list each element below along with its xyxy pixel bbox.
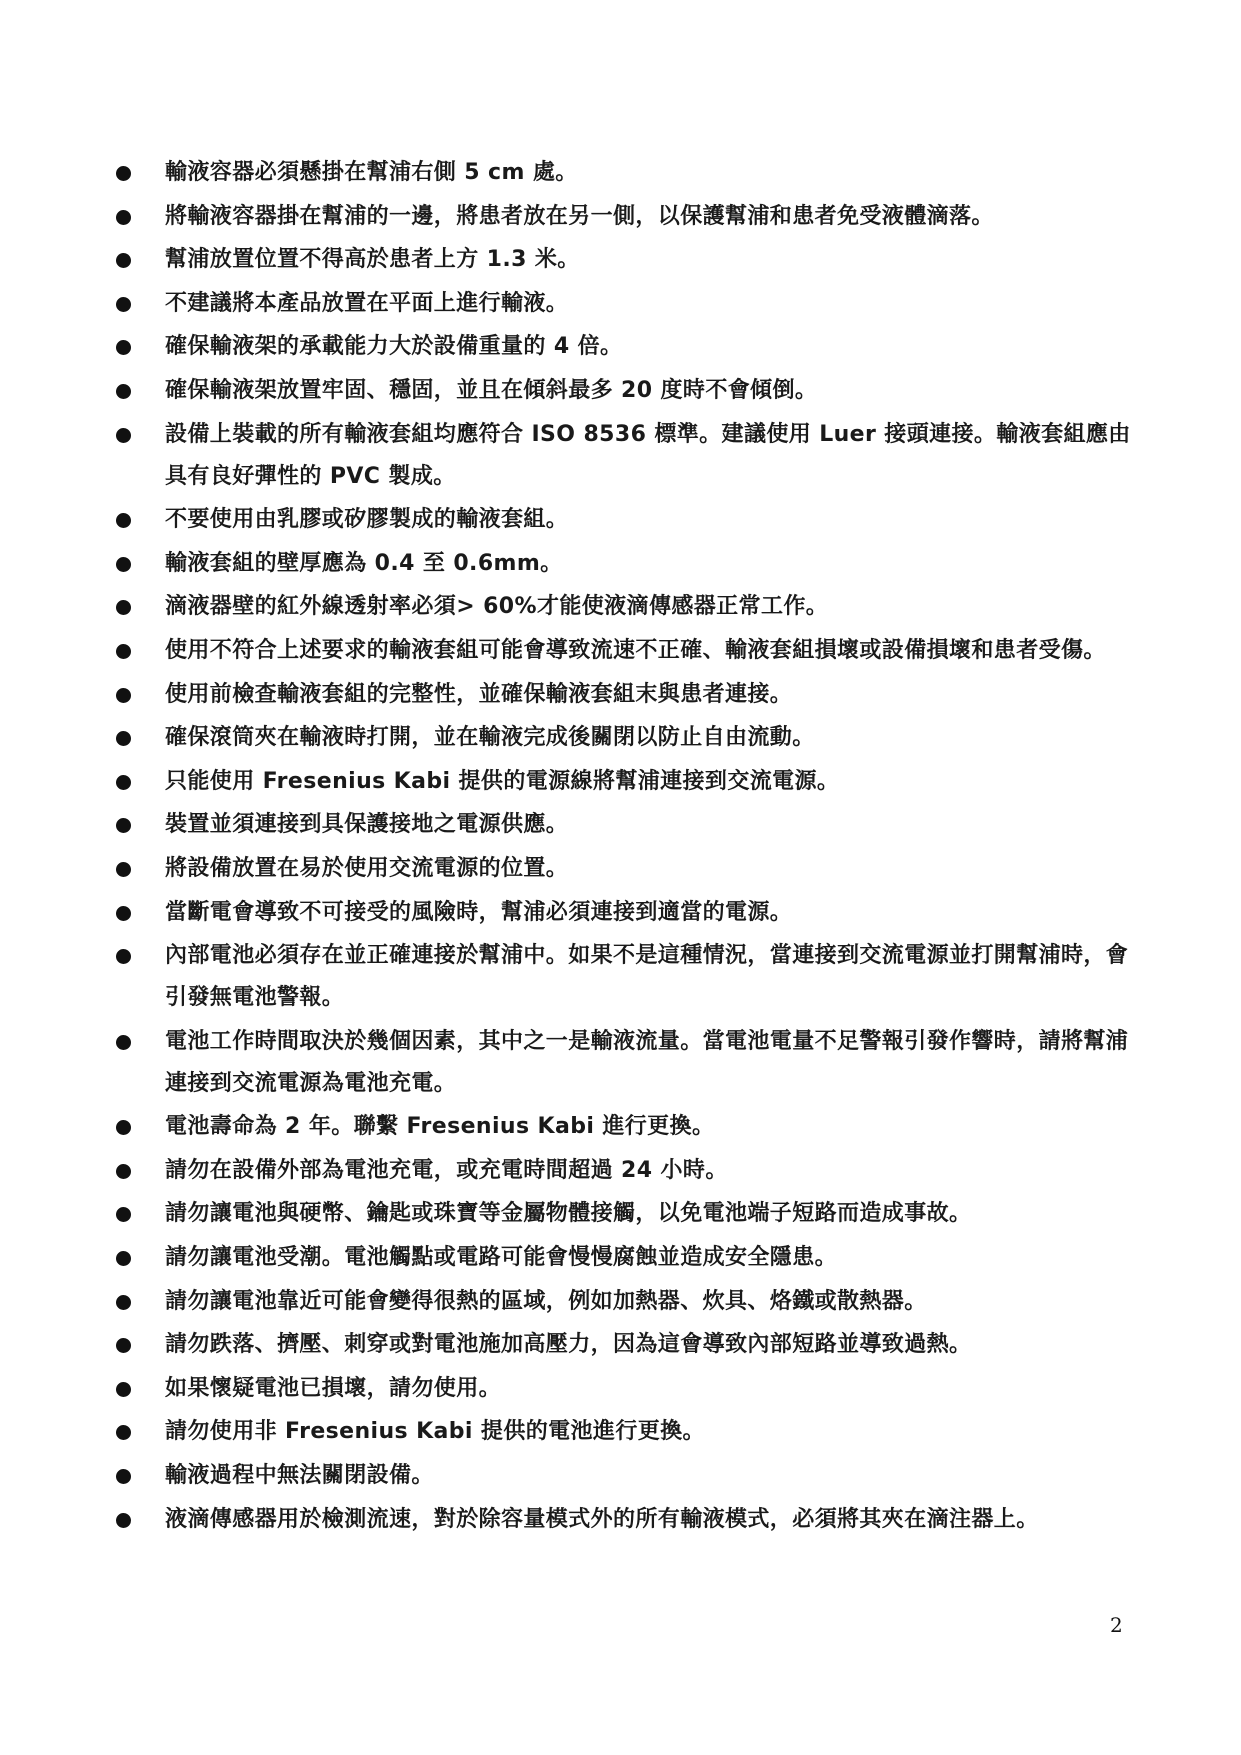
bullet-text: 請勿在設備外部為電池充電，或充電時間超過 24 小時。 (165, 1157, 728, 1183)
bullet-text: 滴液器壁的紅外線透射率必須> 60%才能使液滴傳感器正常工作。 (165, 594, 829, 620)
bullet-dot-icon (116, 253, 131, 268)
bullet-text: 電池工作時間取決於幾個因素，其中之一是輸液流量。當電池電量不足警報引發作響時，請將幫浦連接到交流電源為電池充電。 (165, 1028, 1129, 1096)
bullet-item (112, 1281, 1142, 1323)
bullet-text: 輸液過程中無法關閉設備。 (165, 1463, 434, 1489)
bullet-item (112, 1411, 1142, 1453)
bullet-dot-icon (116, 340, 131, 355)
bullet-text: 不建議將本產品放置在平面上進行輸液。 (165, 290, 569, 316)
bullet-dot-icon (116, 1251, 131, 1266)
bullet-dot-icon (116, 1164, 131, 1179)
bullet-text: 請勿讓電池與硬幣、鑰匙或珠寶等金屬物體接觸，以免電池端子短路而造成事故。 (165, 1201, 972, 1227)
bullet-text: 請勿讓電池受潮。電池觸點或電路可能會慢慢腐蝕並造成安全隱患。 (165, 1245, 838, 1271)
bullet-item (112, 1021, 1142, 1105)
bullet-dot-icon (116, 1295, 131, 1310)
bullet-dot-icon (116, 210, 131, 225)
bullet-text: 裝置並須連接到具保護接地之電源供應。 (165, 812, 569, 838)
bullet-item (112, 414, 1142, 498)
bullet-text: 輸液容器必須懸掛在幫浦右側 5 cm 處。 (165, 160, 578, 185)
bullet-item (112, 543, 1142, 585)
bullet-dot-icon (116, 166, 131, 181)
bullet-item (112, 674, 1142, 716)
bullet-text: 輸液套組的壁厚應為 0.4 至 0.6mm。 (165, 550, 563, 576)
bullet-text: 如果懷疑電池已損壞，請勿使用。 (165, 1375, 502, 1401)
bullet-item (112, 1324, 1142, 1366)
bullet-text: 內部電池必須存在並正確連接於幫浦中。如果不是這種情況，當連接到交流電源並打開幫浦時，會引發無電池警報。 (165, 943, 1129, 1011)
bullet-text: 液滴傳感器用於檢測流速，對於除容量模式外的所有輸液模式，必須將其夾在滴注器上。 (165, 1506, 1039, 1532)
bullet-item (112, 1106, 1142, 1148)
bullet-item (112, 848, 1142, 890)
bullet-dot-icon (116, 862, 131, 877)
bullet-text: 確保輸液架的承載能力大於設備重量的 4 倍。 (165, 334, 623, 360)
page-number: 2 (1110, 1613, 1123, 1637)
safety-bullet-list (112, 152, 1142, 1542)
bullet-text: 請勿使用非 Fresenius Kabi 提供的電池進行更換。 (165, 1419, 705, 1445)
bullet-dot-icon (116, 1207, 131, 1222)
bullet-text: 電池壽命為 2 年。聯繫 Fresenius Kabi 進行更換。 (165, 1114, 715, 1140)
bullet-item (112, 1368, 1142, 1410)
bullet-item (112, 239, 1142, 281)
bullet-dot-icon (116, 557, 131, 572)
bullet-item (112, 935, 1142, 1019)
bullet-item (112, 370, 1142, 412)
bullet-dot-icon (116, 688, 131, 703)
bullet-text: 請勿跌落、擠壓、刺穿或對電池施加高壓力，因為這會導致內部短路並導致過熱。 (165, 1332, 972, 1358)
bullet-item (112, 1193, 1142, 1235)
bullet-dot-icon (116, 600, 131, 615)
bullet-text: 只能使用 Fresenius Kabi 提供的電源線將幫浦連接到交流電源。 (165, 768, 840, 794)
bullet-item (112, 804, 1142, 846)
bullet-dot-icon (116, 731, 131, 746)
bullet-item (112, 586, 1142, 628)
bullet-text: 確保滾筒夾在輸液時打開，並在輸液完成後關閉以防止自由流動。 (165, 725, 815, 751)
bullet-item (112, 1499, 1142, 1541)
bullet-dot-icon (116, 1513, 131, 1528)
bullet-dot-icon (116, 513, 131, 528)
bullet-dot-icon (116, 949, 131, 964)
bullet-text: 不要使用由乳膠或矽膠製成的輸液套組。 (165, 507, 569, 533)
bullet-item (112, 630, 1142, 672)
bullet-text: 將設備放置在易於使用交流電源的位置。 (165, 855, 569, 881)
bullet-text: 使用不符合上述要求的輸液套組可能會導致流速不正確、輸液套組損壞或設備損壞和患者受傷。 (165, 637, 1106, 663)
bullet-text: 請勿讓電池靠近可能會變得很熱的區域，例如加熱器、炊具、烙鐵或散熱器。 (165, 1288, 927, 1314)
bullet-dot-icon (116, 1035, 131, 1050)
bullet-text: 當斷電會導致不可接受的風險時，幫浦必須連接到適當的電源。 (165, 899, 793, 925)
bullet-dot-icon (116, 428, 131, 443)
bullet-item (112, 1237, 1142, 1279)
bullet-dot-icon (116, 644, 131, 659)
bullet-dot-icon (116, 1338, 131, 1353)
bullet-item (112, 326, 1142, 368)
bullet-item (112, 283, 1142, 325)
bullet-item (112, 892, 1142, 934)
bullet-dot-icon (116, 1382, 131, 1397)
bullet-dot-icon (116, 1120, 131, 1135)
bullet-dot-icon (116, 818, 131, 833)
bullet-dot-icon (116, 1469, 131, 1484)
bullet-dot-icon (116, 384, 131, 399)
bullet-text: 幫浦放置位置不得高於患者上方 1.3 米。 (165, 247, 580, 273)
bullet-text: 設備上裝載的所有輸液套組均應符合 ISO 8536 標準。建議使用 Luer 接頭連接。輸液套組應由具有良好彈性的 PVC 製成。 (165, 421, 1131, 489)
bullet-dot-icon (116, 775, 131, 790)
bullet-text: 確保輸液架放置牢固、穩固，並且在傾斜最多 20 度時不會傾倒。 (165, 377, 818, 403)
bullet-item (112, 499, 1142, 541)
bullet-item (112, 1455, 1142, 1497)
bullet-item (112, 196, 1142, 238)
bullet-text: 將輸液容器掛在幫浦的一邊，將患者放在另一側，以保護幫浦和患者免受液體滴落。 (165, 203, 994, 229)
bullet-item (112, 152, 1142, 194)
bullet-dot-icon (116, 1425, 131, 1440)
bullet-item (112, 1150, 1142, 1192)
bullet-item (112, 761, 1142, 803)
bullet-item (112, 717, 1142, 759)
bullet-text: 使用前檢查輸液套組的完整性，並確保輸液套組末與患者連接。 (165, 681, 793, 707)
bullet-dot-icon (116, 906, 131, 921)
bullet-dot-icon (116, 297, 131, 312)
